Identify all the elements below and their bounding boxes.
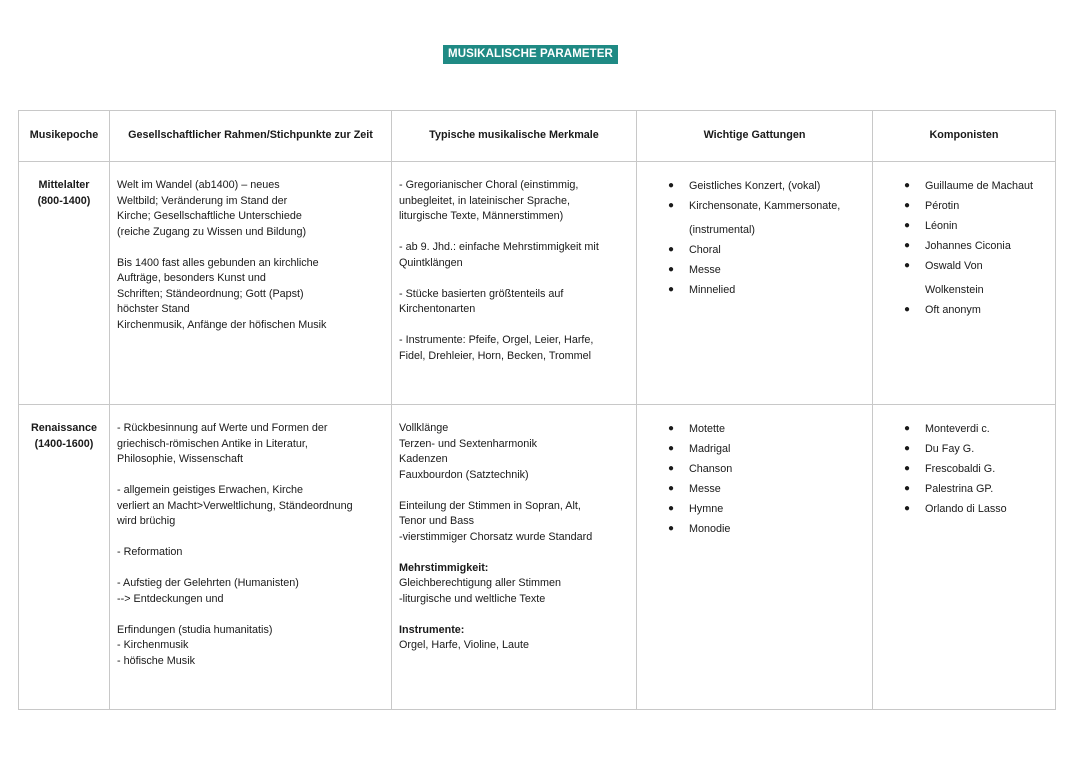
list-item: ● Geistliches Konzert, (vokal) xyxy=(641,174,868,198)
epoch-name: Renaissance xyxy=(30,422,98,434)
feature-paragraph: - Gregorianischer Choral (einstimmig, unbegleitet, in lateinischer Sprache, liturgische Texte, Männerstimmen) xyxy=(399,179,579,222)
bullet-icon: ● xyxy=(668,264,675,275)
feature-polyphony xyxy=(399,561,630,608)
polyphony-heading: Mehrstimmigkeit: xyxy=(399,561,489,574)
header-composers: Komponisten xyxy=(873,111,1056,162)
bullet-icon: ● xyxy=(668,523,675,534)
composers-cell xyxy=(873,405,1056,710)
header-context: Gesellschaftlicher Rahmen/Stichpunkte zur Zeit xyxy=(110,111,392,162)
epoch-span: (1400-1600) xyxy=(34,437,94,450)
composers-cell xyxy=(873,162,1056,405)
list-item: ● Frescobaldi G. xyxy=(877,457,1051,481)
feature-instruments xyxy=(399,623,630,654)
bullet-icon: ● xyxy=(904,423,911,434)
list-item: ● Minnelied xyxy=(641,278,868,302)
list-item: ● Monteverdi c. xyxy=(877,417,1051,441)
epoch-cell xyxy=(19,405,110,710)
features-cell xyxy=(392,405,637,710)
context-paragraph: Welt im Wandel (ab1400) – neues Weltbild; Veränderung im Stand der Kirche; Gesellschaftliche Unterschiede (reiche Zugang zu Wissen und Bildung) xyxy=(117,179,307,238)
bullet-icon: ● xyxy=(668,423,675,434)
page-title: MUSIKALISCHE PARAMETER xyxy=(443,45,618,64)
table-row xyxy=(19,405,1056,710)
list-item: ● Choral xyxy=(641,238,868,262)
genres-cell xyxy=(637,405,873,710)
instruments-text: Orgel, Harfe, Violine, Laute xyxy=(399,639,530,651)
list-item: ● Messe xyxy=(641,258,868,282)
list-item: ● Pérotin xyxy=(877,194,1051,218)
bullet-icon: ● xyxy=(904,443,911,454)
feature-paragraph: Einteilung der Stimmen in Sopran, Alt, Tenor und Bass -vierstimmiger Chorsatz wurde Standard xyxy=(399,499,593,543)
feature-paragraph: - ab 9. Jhd.: einfache Mehrstimmigkeit mit Quintklängen xyxy=(399,241,599,269)
bullet-icon: ● xyxy=(668,443,675,454)
bullet-icon: ● xyxy=(668,463,675,474)
bullet-icon: ● xyxy=(904,220,911,231)
context-paragraph: Erfindungen (studia humanitatis) - Kirchenmusik - höfische Musik xyxy=(117,623,273,667)
bullet-icon: ● xyxy=(904,260,911,271)
bullet-icon: ● xyxy=(668,180,675,191)
context-paragraph: - Aufstieg der Gelehrten (Humanisten) --> Entdeckungen und xyxy=(117,577,299,605)
bullet-icon: ● xyxy=(904,503,911,514)
list-item: ● Madrigal xyxy=(641,437,868,461)
bullet-icon: ● xyxy=(668,503,675,514)
context-cell xyxy=(110,162,392,405)
feature-paragraph: - Instrumente: Pfeife, Orgel, Leier, Harfe, Fidel, Drehleier, Horn, Becken, Trommel xyxy=(399,334,594,362)
bullet-icon: ● xyxy=(904,180,911,191)
epoch-name: Mittelalter xyxy=(38,179,90,191)
list-item: ● Palestrina GP. xyxy=(877,477,1051,501)
context-paragraph: Bis 1400 fast alles gebunden an kirchliche Aufträge, besonders Kunst und Schriften; Ständeordnung; Gott (Papst) höchster Stand Kirchenmusik, Anfänge der höfischen Musik xyxy=(117,256,327,331)
header-features: Typische musikalische Merkmale xyxy=(392,111,637,162)
list-item: ● Orlando di Lasso xyxy=(877,497,1051,521)
context-paragraph: - allgemein geistiges Erwachen, Kirche verliert an Macht>Verweltlichung, Ständeordnung wird brüchig xyxy=(117,484,353,527)
list-item: ● Léonin xyxy=(877,214,1051,238)
instruments-heading: Instrumente: xyxy=(399,623,465,636)
context-paragraph: - Reformation xyxy=(117,546,183,558)
bullet-icon: ● xyxy=(904,463,911,474)
header-epoch: Musikepoche xyxy=(19,111,110,162)
context-cell xyxy=(110,405,392,710)
bullet-icon: ● xyxy=(904,483,911,494)
list-item: ● Oswald Von Wolkenstein xyxy=(877,254,1051,302)
list-item: ● Monodie xyxy=(641,517,868,541)
bullet-icon: ● xyxy=(668,284,675,295)
feature-paragraph: Vollklänge Terzen- und Sextenharmonik Kadenzen Fauxbourdon (Satztechnik) xyxy=(399,422,538,481)
features-cell xyxy=(392,162,637,405)
list-item: ● Messe xyxy=(641,477,868,501)
genres-cell xyxy=(637,162,873,405)
bullet-icon: ● xyxy=(904,304,911,315)
bullet-icon: ● xyxy=(668,483,675,494)
bullet-icon: ● xyxy=(904,240,911,251)
feature-paragraph: - Stücke basierten größtenteils auf Kirchentonarten xyxy=(399,287,564,315)
list-item: ● Du Fay G. xyxy=(877,437,1051,461)
epoch-span: (800-1400) xyxy=(37,194,91,207)
list-item: ● Hymne xyxy=(641,497,868,521)
polyphony-text: Gleichberechtigung aller Stimmen -liturgische und weltliche Texte xyxy=(399,577,562,605)
table-row xyxy=(19,162,1056,405)
composer-list xyxy=(877,174,1051,322)
table-header-row xyxy=(19,111,1056,162)
parameter-table xyxy=(18,110,1056,710)
bullet-icon: ● xyxy=(668,200,675,211)
list-item: ● Oft anonym xyxy=(877,298,1051,322)
bullet-icon: ● xyxy=(904,200,911,211)
list-item: ● Kirchensonate, Kammersonate, (instrumental) xyxy=(641,194,868,242)
bullet-icon: ● xyxy=(668,244,675,255)
list-item: ● Guillaume de Machaut xyxy=(877,174,1051,198)
genre-list xyxy=(641,174,868,302)
header-genres: Wichtige Gattungen xyxy=(637,111,873,162)
epoch-cell xyxy=(19,162,110,405)
list-item: ● Chanson xyxy=(641,457,868,481)
list-item: ● Motette xyxy=(641,417,868,441)
list-item: ● Johannes Ciconia xyxy=(877,234,1051,258)
genre-list xyxy=(641,417,868,541)
composer-list xyxy=(877,417,1051,521)
context-paragraph: - Rückbesinnung auf Werte und Formen der griechisch-römischen Antike in Literatur, Philosophie, Wissenschaft xyxy=(117,422,328,465)
